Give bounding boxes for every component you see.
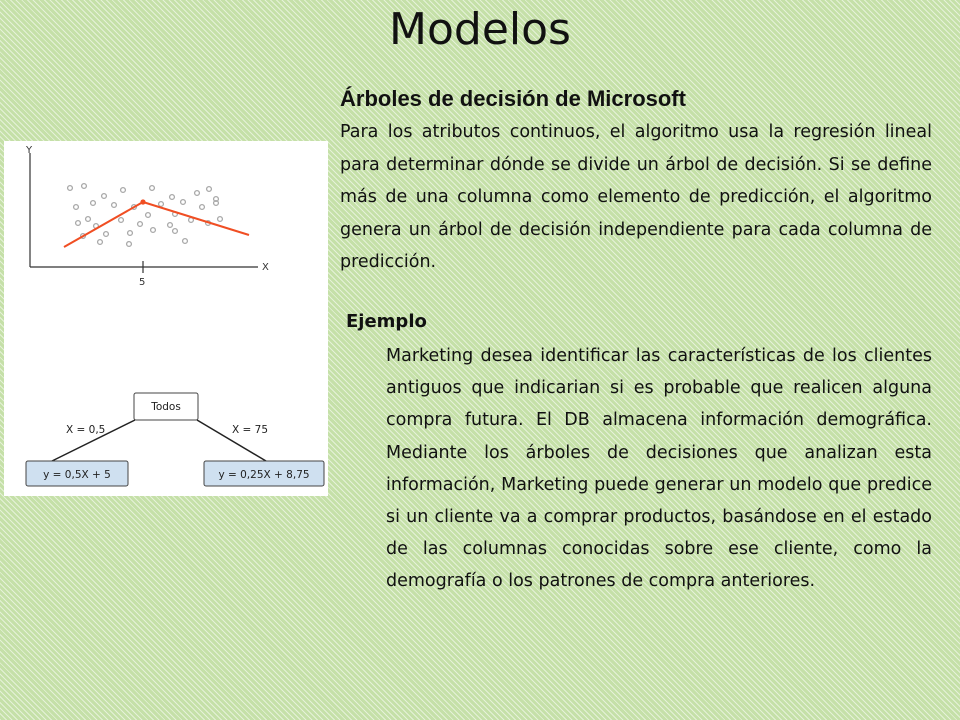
scatter-point: [104, 232, 109, 237]
tree-root-label: Todos: [151, 401, 181, 413]
scatter-point: [151, 228, 156, 233]
scatter-point: [159, 202, 164, 207]
scatter-point: [138, 222, 143, 227]
scatter-point: [127, 242, 132, 247]
scatter-point: [183, 239, 188, 244]
scatter-point: [121, 188, 126, 193]
scatter-point: [218, 217, 223, 222]
scatter-point: [76, 221, 81, 226]
split-tick-label: 5: [139, 277, 146, 288]
scatter-point: [170, 195, 175, 200]
slide-subtitle: Árboles de decisión de Microsoft: [340, 86, 686, 111]
slide-title: Modelos: [389, 4, 571, 55]
scatter-point: [128, 231, 133, 236]
left-branch-label: X = 0,5: [66, 424, 106, 436]
scatter-point: [181, 200, 186, 205]
regression-lines: [64, 202, 249, 247]
scatter-point: [112, 203, 117, 208]
scatter-points: [68, 184, 223, 247]
scatter-point: [82, 184, 87, 189]
scatter-point: [207, 187, 212, 192]
scatter-point: [146, 213, 151, 218]
right-leaf-label: y = 0,25X + 8,75: [218, 469, 310, 481]
y-axis-label: Y: [26, 145, 33, 156]
scatter-point: [150, 186, 155, 191]
scatter-point: [119, 218, 124, 223]
scatter-point: [98, 240, 103, 245]
scatter-point: [173, 229, 178, 234]
example-paragraph: Marketing desea identificar las características de los clientes antiguos que indicarian si es probable que realicen alguna compra futura. El DB almacena información demográfica. Mediante los árboles de decisiones que analizan esta información, Marketing puede generar un modelo que predice si un cliente va a comprar productos, basándose en el estado de las columnas conocidas sobre ese cliente, como la demografía o los patrones de compra anteriores.: [386, 346, 932, 592]
figure-svg: [4, 141, 328, 496]
x-axis-label: X: [262, 262, 269, 273]
right-branch-label: X = 75: [232, 424, 269, 436]
intro-paragraph: Para los atributos continuos, el algoritmo usa la regresión lineal para determinar dónde se divide un árbol de decisión. Si se define más de una columna como elemento de predicción, el algoritmo genera un árbol de decisión independiente para cada columna de predicción.: [340, 122, 932, 272]
scatter-point: [86, 217, 91, 222]
scatter-point: [68, 186, 73, 191]
scatter-point: [102, 194, 107, 199]
scatter-point: [74, 205, 79, 210]
scatter-point: [168, 223, 173, 228]
left-leaf-label: y = 0,5X + 5: [43, 469, 111, 481]
scatter-point: [195, 191, 200, 196]
scatter-point: [200, 205, 205, 210]
example-heading: Ejemplo: [346, 311, 427, 332]
regression-tree-figure: [4, 141, 328, 496]
scatter-point: [91, 201, 96, 206]
split-point: [140, 199, 145, 204]
